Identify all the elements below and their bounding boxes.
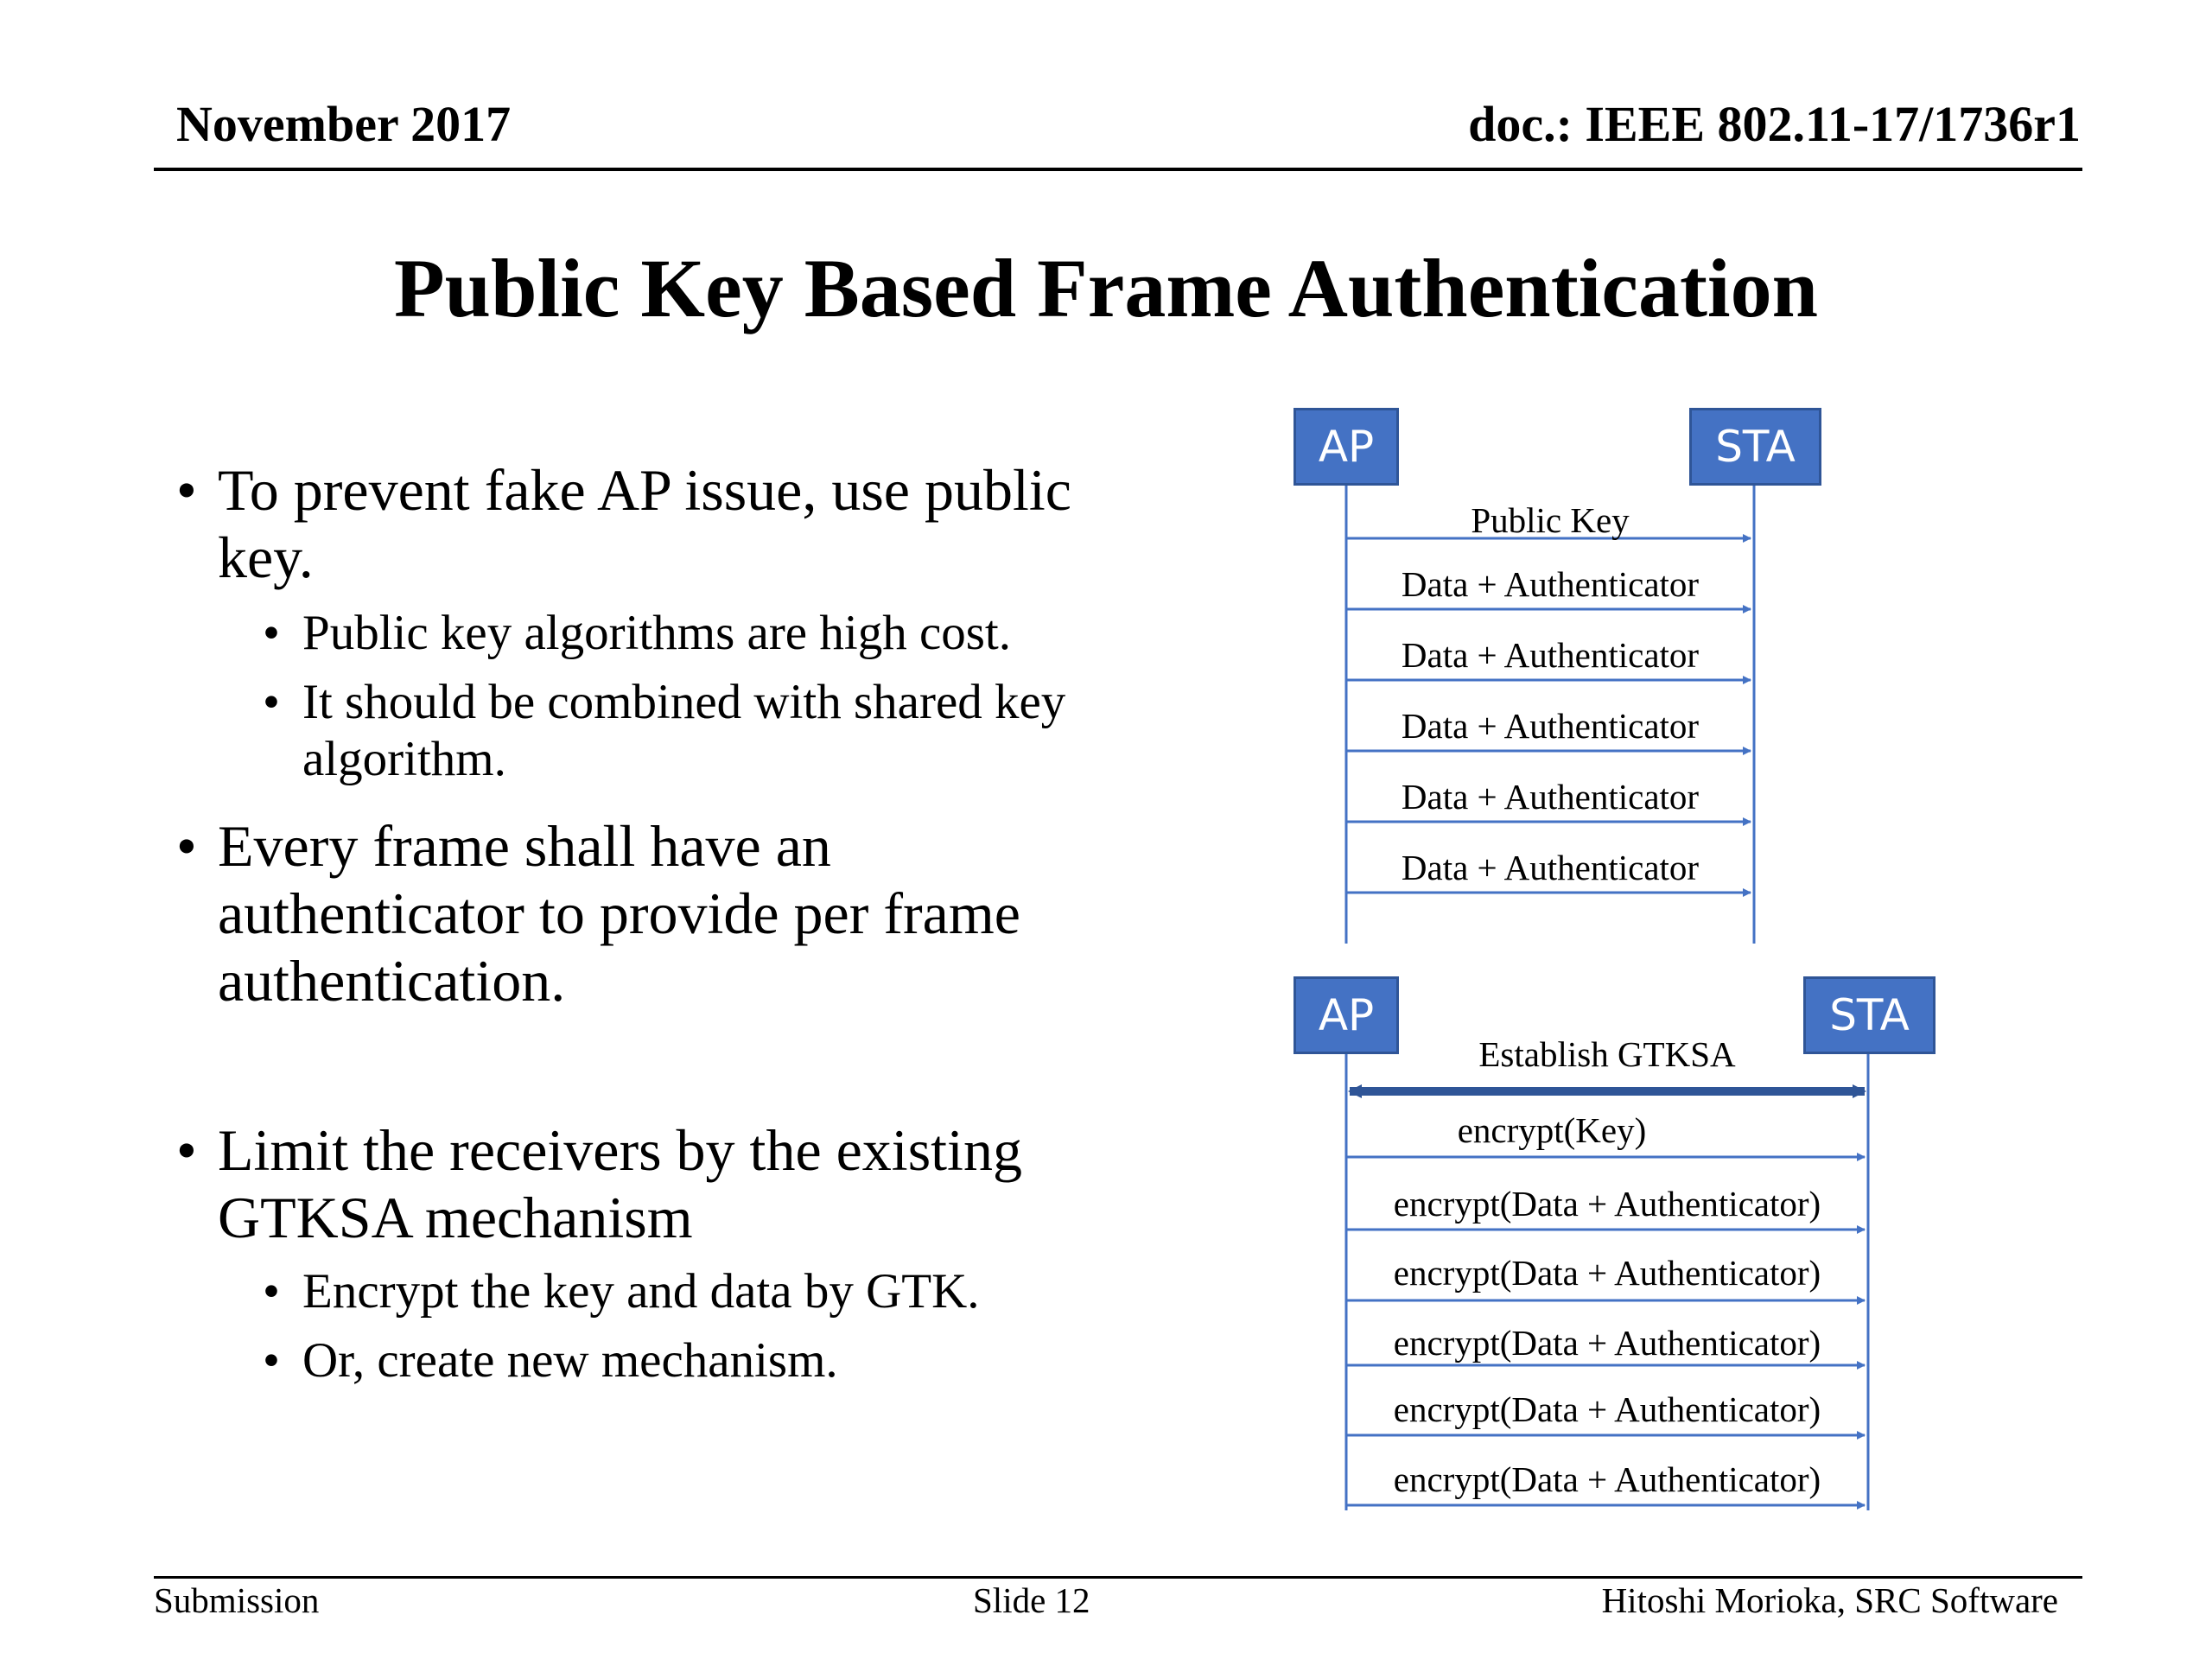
msg-label: Public Key (1471, 500, 1630, 540)
sta-box-1: STA (1689, 408, 1821, 486)
msg-label: Data + Authenticator (1401, 777, 1700, 817)
bullet-2-text: Every frame shall have an authenticator to provide per frame authentication. (218, 813, 1020, 1014)
sub-bullet-dot: • (263, 606, 280, 660)
footer-slide-number: Slide 12 (973, 1580, 1090, 1620)
sta-box-2: STA (1803, 976, 1936, 1054)
header-date: November 2017 (176, 96, 512, 152)
bullet-dot: • (176, 1117, 197, 1183)
bullet-dot: • (176, 813, 197, 879)
header-doc-id: doc.: IEEE 802.11-17/1736r1 (1468, 96, 2081, 152)
sub-bullet-dot: • (263, 675, 280, 729)
footer-author: Hitoshi Morioka, SRC Software (1601, 1580, 2058, 1620)
msg-label: Data + Authenticator (1401, 564, 1700, 604)
msg-label: Data + Authenticator (1401, 635, 1700, 675)
footer-rule (154, 1576, 2082, 1579)
msg-label: encrypt(Data + Authenticator) (1393, 1459, 1821, 1499)
ap-box-1: AP (1294, 408, 1399, 486)
sub-bullet-1-text: Public key algorithms are high cost. (302, 606, 1012, 660)
bullet-dot: • (176, 457, 197, 523)
footer-submission: Submission (154, 1580, 320, 1620)
msg-label: Data + Authenticator (1401, 706, 1700, 746)
sub-bullet-4-text: Or, create new mechanism. (302, 1333, 838, 1388)
msg-label: encrypt(Data + Authenticator) (1393, 1323, 1821, 1363)
establish-label: Establish GTKSA (1478, 1034, 1736, 1074)
sub-bullet-2-text: It should be combined with shared key algorithm. (302, 675, 1066, 786)
msg-label: encrypt(Key) (1457, 1110, 1647, 1150)
sub-bullet-dot: • (263, 1333, 280, 1388)
slide-title: Public Key Based Frame Authentication (394, 242, 1818, 334)
msg-label: encrypt(Data + Authenticator) (1393, 1389, 1821, 1429)
msg-label: encrypt(Data + Authenticator) (1393, 1253, 1821, 1293)
bullet-3-text: Limit the receivers by the existing GTKSA mechanism (218, 1117, 1022, 1250)
bullet-1-text: To prevent fake AP issue, use public key. (218, 457, 1071, 590)
sub-bullet-3-text: Encrypt the key and data by GTK. (302, 1264, 980, 1319)
ap-box-2: AP (1294, 976, 1399, 1054)
sub-bullet-dot: • (263, 1264, 280, 1319)
msg-label: encrypt(Data + Authenticator) (1393, 1184, 1821, 1224)
msg-label: Data + Authenticator (1401, 848, 1700, 887)
